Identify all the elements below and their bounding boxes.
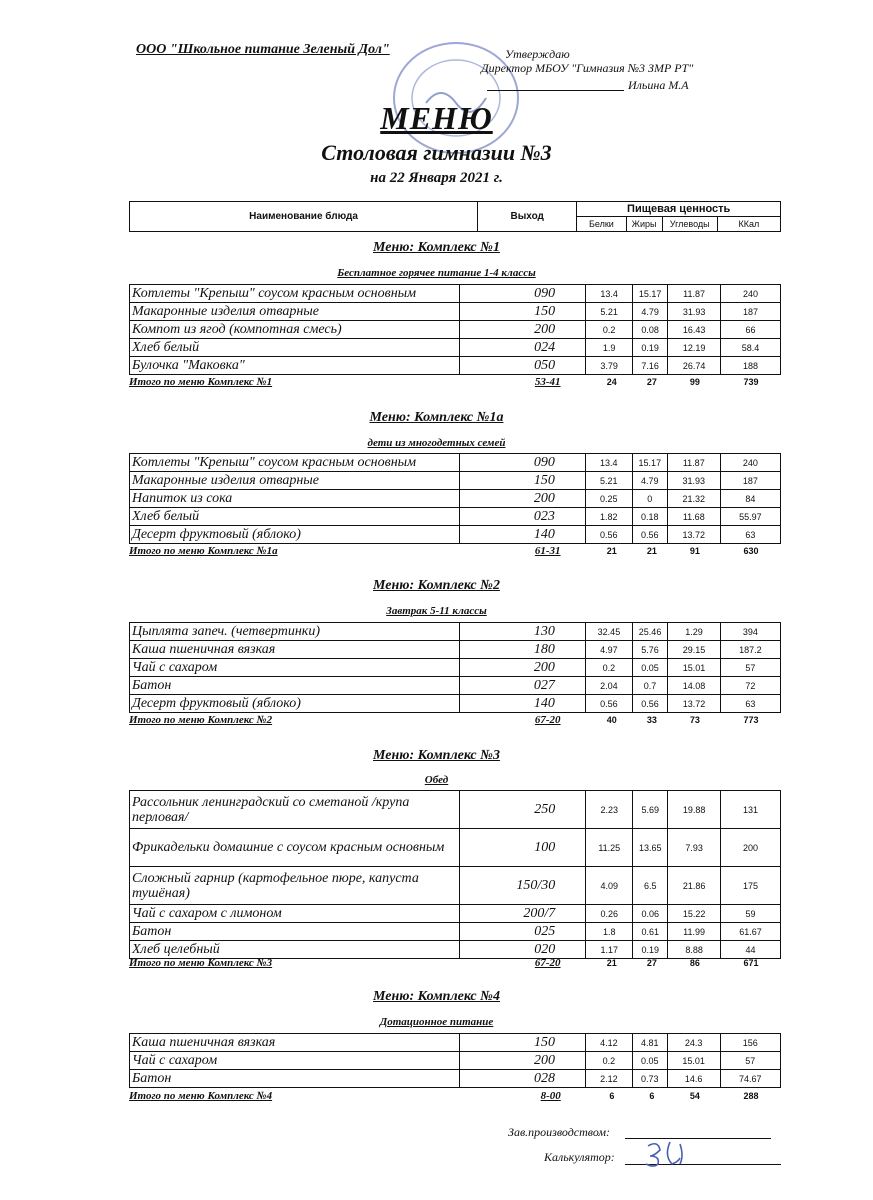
- total-label: Итого по меню Комплекс №2: [129, 714, 273, 726]
- dish-protein: 1.82: [585, 508, 632, 526]
- page-title: МЕНЮ: [380, 100, 493, 136]
- dish-carbs: 31.93: [667, 472, 720, 490]
- header-yield: Выход: [478, 202, 577, 232]
- dish-kcal: 187.2: [720, 641, 780, 659]
- table-row: [130, 339, 781, 357]
- dish-carbs: 21.86: [668, 867, 721, 905]
- dish-name: Десерт фруктовый (яблоко): [130, 526, 460, 544]
- dish-yield: 090: [460, 454, 586, 472]
- table-row: [130, 677, 781, 695]
- table-row: [130, 923, 781, 941]
- director-title: Директор МБОУ "Гимназия №3 ЗМР РТ": [481, 61, 694, 75]
- section-subtitle: дети из многодетных семей: [367, 437, 506, 449]
- dish-carbs: 12.19: [668, 339, 721, 357]
- dish-carbs: 11.99: [668, 923, 721, 941]
- dish-protein: 0.2: [586, 321, 633, 339]
- dish-name: Чай с сахаром: [130, 659, 460, 677]
- dish-carbs: 11.87: [668, 285, 721, 303]
- dish-protein: 0.26: [586, 905, 633, 923]
- total-protein: 6: [609, 1091, 615, 1101]
- total-kcal: 739: [743, 377, 759, 387]
- dish-name: Чай с сахаром с лимоном: [130, 905, 460, 923]
- header-nutrition: Пищевая ценность: [577, 202, 781, 217]
- dish-protein: 0.2: [585, 659, 632, 677]
- director-signature-line: [487, 90, 624, 91]
- table-row: [130, 526, 781, 544]
- dish-name: Хлеб белый: [130, 339, 460, 357]
- dish-carbs: 7.93: [668, 829, 721, 867]
- table-row: [130, 941, 781, 959]
- total-yield: 61-31: [534, 545, 561, 557]
- dish-name: Цыплята запеч. (четвертинки): [130, 623, 460, 641]
- dish-yield: 200: [460, 1052, 586, 1070]
- dish-carbs: 13.72: [667, 526, 720, 544]
- header-kcal: ККал: [717, 217, 780, 232]
- total-carbs: 73: [689, 715, 700, 725]
- dish-kcal: 58.4: [721, 339, 781, 357]
- dish-carbs: 14.08: [668, 677, 721, 695]
- dish-name: Хлеб белый: [130, 508, 460, 526]
- dish-protein: 0.56: [585, 526, 632, 544]
- total-row: [129, 957, 781, 969]
- dish-protein: 1.9: [586, 339, 633, 357]
- dish-name: Котлеты "Крепыш" соусом красным основным: [130, 285, 460, 303]
- dish-carbs: 13.72: [668, 695, 721, 713]
- dish-kcal: 200: [720, 829, 780, 867]
- total-kcal: 671: [743, 958, 759, 968]
- total-label: Итого по меню Комплекс №3: [129, 957, 273, 969]
- section-title: Меню: Комплекс №1: [373, 240, 500, 255]
- dish-protein: 1.17: [586, 941, 633, 959]
- dish-yield: 140: [460, 526, 586, 544]
- dish-carbs: 11.87: [667, 454, 720, 472]
- dish-yield: 150: [460, 1034, 586, 1052]
- dish-fat: 0.19: [633, 941, 668, 959]
- total-fat: 33: [646, 715, 657, 725]
- dish-yield: 100: [459, 829, 586, 867]
- header-fat: Жиры: [626, 217, 662, 232]
- dish-name: Батон: [130, 923, 460, 941]
- dish-protein: 32.45: [585, 623, 632, 641]
- dish-fat: 5.69: [633, 791, 668, 829]
- section-subtitle: Бесплатное горячее питание 1-4 классы: [337, 267, 536, 279]
- table-row: [130, 472, 781, 490]
- dish-name: Батон: [130, 1070, 460, 1088]
- dish-name: Макаронные изделия отварные: [130, 472, 460, 490]
- dish-name: Чай с сахаром: [130, 1052, 460, 1070]
- header-carbs: Углеводы: [662, 217, 717, 232]
- dish-kcal: 187: [720, 472, 780, 490]
- table-row: [130, 1034, 781, 1052]
- dish-fat: 0.7: [633, 677, 668, 695]
- section-title: Меню: Комплекс №3: [373, 748, 500, 763]
- dish-protein: 3.79: [586, 357, 633, 375]
- dish-fat: 0.56: [633, 695, 668, 713]
- approve-label: Утверждаю: [505, 47, 570, 61]
- dish-kcal: 55.97: [720, 508, 780, 526]
- table-row: [130, 1052, 781, 1070]
- total-protein: 40: [606, 715, 617, 725]
- dish-name: Хлеб целебный: [130, 941, 460, 959]
- dish-fat: 13.65: [633, 829, 668, 867]
- dish-carbs: 15.22: [668, 905, 721, 923]
- table-row: [130, 1070, 781, 1088]
- calculator-label: Калькулятор:: [544, 1150, 615, 1164]
- dish-protein: 2.12: [585, 1070, 632, 1088]
- dish-fat: 7.16: [633, 357, 668, 375]
- dish-name: Каша пшеничная вязкая: [130, 641, 460, 659]
- dish-table: [129, 453, 781, 544]
- dish-carbs: 14.6: [667, 1070, 720, 1088]
- dish-protein: 11.25: [586, 829, 633, 867]
- dish-kcal: 131: [720, 791, 780, 829]
- dish-fat: 4.79: [632, 472, 667, 490]
- dish-kcal: 63: [720, 695, 780, 713]
- dish-yield: 024: [460, 339, 586, 357]
- dish-name: Компот из ягод (компотная смесь): [130, 321, 460, 339]
- total-row: [129, 376, 781, 388]
- dish-carbs: 15.01: [668, 659, 721, 677]
- dish-kcal: 72: [720, 677, 780, 695]
- dish-kcal: 61.67: [720, 923, 780, 941]
- total-protein: 21: [606, 958, 617, 968]
- dish-protein: 2.04: [585, 677, 632, 695]
- dish-carbs: 31.93: [668, 303, 721, 321]
- dish-yield: 090: [460, 285, 586, 303]
- dish-yield: 250: [459, 791, 586, 829]
- dish-yield: 150: [460, 303, 586, 321]
- dish-protein: 13.4: [586, 285, 633, 303]
- dish-kcal: 240: [720, 454, 780, 472]
- dish-yield: 180: [460, 641, 585, 659]
- dish-kcal: 175: [720, 867, 780, 905]
- total-label: Итого по меню Комплекс №4: [129, 1090, 273, 1102]
- total-protein: 21: [606, 546, 617, 556]
- table-row: [130, 303, 781, 321]
- dish-yield: 200: [460, 490, 586, 508]
- total-fat: 6: [649, 1091, 655, 1101]
- dish-protein: 4.09: [586, 867, 633, 905]
- dish-fat: 0.06: [633, 905, 668, 923]
- dish-kcal: 74.67: [720, 1070, 780, 1088]
- dish-kcal: 240: [721, 285, 781, 303]
- total-yield: 67-20: [534, 957, 561, 969]
- dish-yield: 025: [459, 923, 586, 941]
- dish-yield: 200: [460, 321, 586, 339]
- dish-carbs: 29.15: [668, 641, 721, 659]
- dish-fat: 0.08: [633, 321, 668, 339]
- total-protein: 24: [606, 377, 617, 387]
- table-row: [130, 791, 781, 829]
- dish-protein: 0.25: [585, 490, 632, 508]
- dish-carbs: 21.32: [667, 490, 720, 508]
- total-row: [129, 545, 781, 557]
- dish-fat: 5.76: [633, 641, 668, 659]
- calculator-signature: [640, 1138, 700, 1170]
- table-row: [130, 321, 781, 339]
- dish-protein: 2.23: [586, 791, 633, 829]
- dish-protein: 0.56: [585, 695, 632, 713]
- dish-kcal: 57: [720, 659, 780, 677]
- production-manager-label: Зав.производством:: [508, 1125, 611, 1139]
- dish-protein: 4.97: [585, 641, 632, 659]
- total-kcal: 288: [743, 1091, 759, 1101]
- table-row: [130, 905, 781, 923]
- dish-kcal: 188: [721, 357, 781, 375]
- dish-fat: 4.81: [632, 1034, 667, 1052]
- dish-name: Десерт фруктовый (яблоко): [130, 695, 460, 713]
- dish-carbs: 16.43: [668, 321, 721, 339]
- section-title: Меню: Комплекс №1а: [369, 410, 504, 425]
- table-row: [130, 623, 781, 641]
- dish-protein: 0.2: [585, 1052, 632, 1070]
- total-carbs: 91: [689, 546, 700, 556]
- company-name: ООО "Школьное питание Зеленый Дол": [136, 42, 390, 57]
- dish-carbs: 24.3: [667, 1034, 720, 1052]
- dish-carbs: 26.74: [668, 357, 721, 375]
- dish-fat: 0.19: [633, 339, 668, 357]
- dish-yield: 200/7: [459, 905, 586, 923]
- table-row: [130, 641, 781, 659]
- dish-fat: 15.17: [632, 454, 667, 472]
- dish-kcal: 63: [720, 526, 780, 544]
- dish-kcal: 57: [720, 1052, 780, 1070]
- total-yield: 53-41: [534, 376, 561, 388]
- dish-fat: 0.61: [633, 923, 668, 941]
- table-row: [130, 454, 781, 472]
- dish-table: [129, 790, 781, 959]
- dish-protein: 4.12: [585, 1034, 632, 1052]
- dish-yield: 027: [460, 677, 585, 695]
- dish-kcal: 84: [720, 490, 780, 508]
- total-fat: 27: [646, 958, 657, 968]
- dish-protein: 1.8: [586, 923, 633, 941]
- dish-fat: 0.73: [632, 1070, 667, 1088]
- header-protein: Белки: [577, 217, 626, 232]
- dish-name: Котлеты "Крепыш" соусом красным основным: [130, 454, 460, 472]
- director-name: Ильина М.А: [628, 78, 689, 92]
- dish-name: Сложный гарнир (картофельное пюре, капуста тушёная): [130, 867, 460, 905]
- section-subtitle: Обед: [424, 774, 449, 786]
- total-kcal: 630: [743, 546, 759, 556]
- dish-fat: 0.18: [632, 508, 667, 526]
- table-row: [130, 829, 781, 867]
- canteen-title: Столовая гимназии №3: [321, 140, 552, 165]
- total-carbs: 99: [689, 377, 700, 387]
- dish-protein: 5.21: [586, 303, 633, 321]
- total-carbs: 54: [689, 1091, 700, 1101]
- dish-table: [129, 284, 781, 375]
- table-row: [130, 695, 781, 713]
- dish-yield: 150: [460, 472, 586, 490]
- menu-date: на 22 Января 2021 г.: [370, 170, 503, 186]
- dish-carbs: 11.68: [667, 508, 720, 526]
- table-row: [130, 285, 781, 303]
- dish-name: Фрикадельки домашние с соусом красным основным: [130, 829, 460, 867]
- table-row: [130, 357, 781, 375]
- dish-carbs: 1.29: [668, 623, 721, 641]
- dish-carbs: 19.88: [668, 791, 721, 829]
- dish-yield: 023: [460, 508, 586, 526]
- dish-yield: 200: [460, 659, 585, 677]
- dish-fat: 6.5: [633, 867, 668, 905]
- dish-table: [129, 1033, 781, 1088]
- total-label: Итого по меню Комплекс №1: [129, 376, 273, 388]
- dish-yield: 050: [460, 357, 586, 375]
- dish-kcal: 66: [721, 321, 781, 339]
- dish-fat: 0.05: [632, 1052, 667, 1070]
- dish-yield: 130: [460, 623, 585, 641]
- header-dish: Наименование блюда: [130, 202, 478, 232]
- dish-carbs: 15.01: [667, 1052, 720, 1070]
- table-row: [130, 659, 781, 677]
- dish-name: Напиток из сока: [130, 490, 460, 508]
- dish-table: [129, 622, 781, 713]
- section-subtitle: Дотационное питание: [379, 1016, 494, 1028]
- dish-kcal: 394: [720, 623, 780, 641]
- table-row: [130, 867, 781, 905]
- dish-name: Рассольник ленинградский со сметаной /крупа перловая/: [130, 791, 460, 829]
- section-title: Меню: Комплекс №4: [373, 989, 500, 1004]
- dish-protein: 5.21: [585, 472, 632, 490]
- total-fat: 27: [646, 377, 657, 387]
- table-row: [130, 490, 781, 508]
- dish-kcal: 59: [720, 905, 780, 923]
- dish-yield: 028: [460, 1070, 586, 1088]
- dish-carbs: 8.88: [668, 941, 721, 959]
- dish-name: Булочка "Маковка": [130, 357, 460, 375]
- dish-fat: 4.79: [633, 303, 668, 321]
- section-title: Меню: Комплекс №2: [373, 578, 500, 593]
- table-row: [130, 508, 781, 526]
- total-kcal: 773: [743, 715, 759, 725]
- dish-name: Каша пшеничная вязкая: [130, 1034, 460, 1052]
- dish-fat: 0: [632, 490, 667, 508]
- dish-yield: 140: [460, 695, 585, 713]
- dish-fat: 15.17: [633, 285, 668, 303]
- section-subtitle: Завтрак 5-11 классы: [386, 605, 487, 617]
- total-label: Итого по меню Комплекс №1а: [129, 545, 278, 557]
- table-header: [129, 201, 781, 232]
- total-row: [129, 1090, 781, 1102]
- total-fat: 21: [646, 546, 657, 556]
- dish-kcal: 187: [721, 303, 781, 321]
- total-carbs: 86: [689, 958, 700, 968]
- total-yield: 8-00: [540, 1090, 561, 1102]
- dish-kcal: 156: [720, 1034, 780, 1052]
- dish-yield: 150/30: [459, 867, 586, 905]
- dish-name: Макаронные изделия отварные: [130, 303, 460, 321]
- dish-fat: 0.05: [633, 659, 668, 677]
- dish-fat: 0.56: [632, 526, 667, 544]
- total-yield: 67-20: [534, 714, 561, 726]
- dish-name: Батон: [130, 677, 460, 695]
- dish-kcal: 44: [720, 941, 780, 959]
- dish-yield: 020: [459, 941, 586, 959]
- dish-fat: 25.46: [633, 623, 668, 641]
- total-row: [129, 714, 781, 726]
- dish-protein: 13.4: [585, 454, 632, 472]
